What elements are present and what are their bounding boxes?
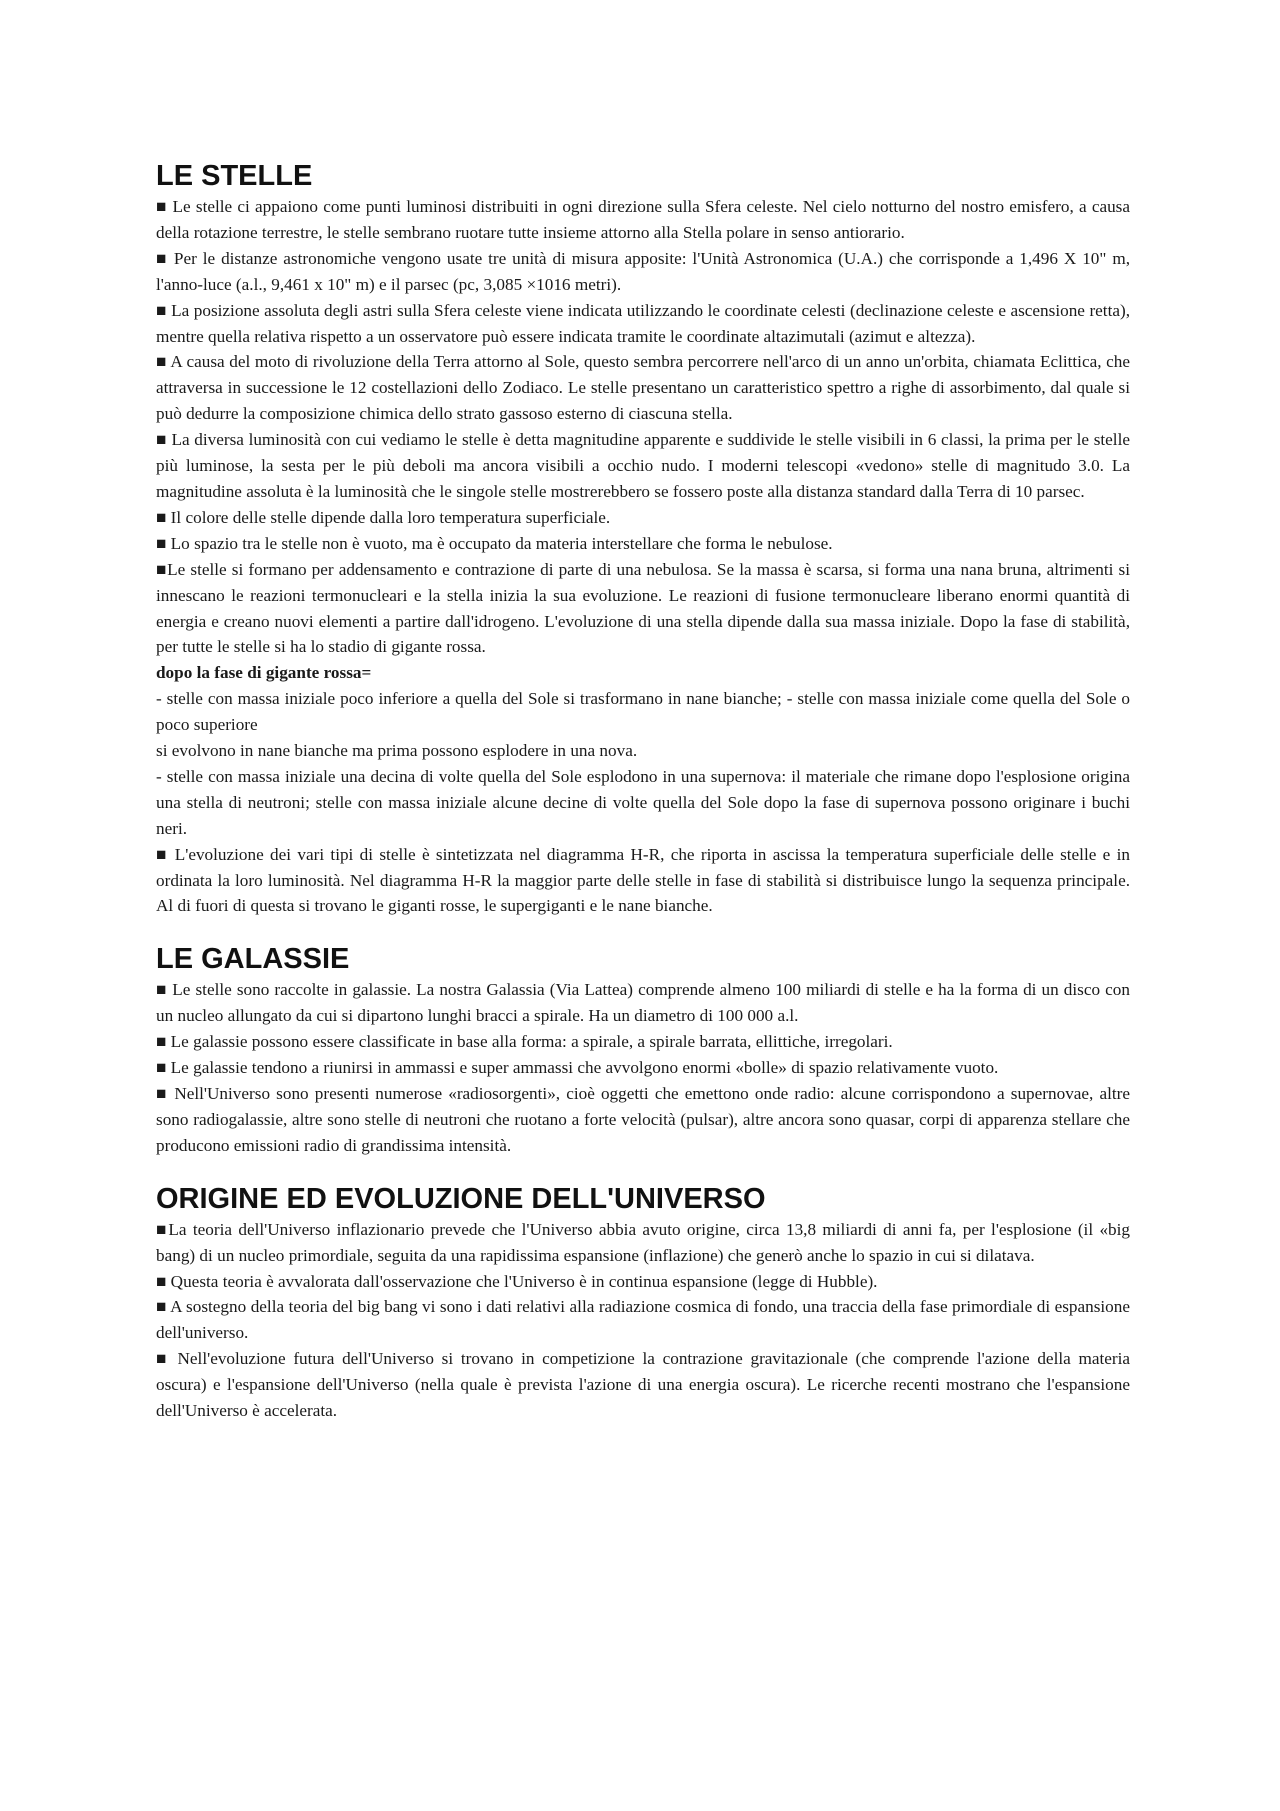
subheading-gigante-rossa: dopo la fase di gigante rossa=: [156, 663, 372, 683]
paragraph: ■ Questa teoria è avvalorata dall'osservazione che l'Universo è in continua espansione (legge di Hubble).: [156, 1271, 878, 1291]
paragraph: ■ Le stelle sono raccolte in galassie. La nostra Galassia (Via Lattea) comprende almeno 100 miliardi di stelle e ha la forma di un disco con un nucleo allungato da cui si dipartono lunghi bracci a spirale. Ha un diametro di 100 000 a.l.: [156, 980, 1130, 1026]
paragraph: si evolvono in nane bianche ma prima possono esplodere in una nova.: [156, 741, 638, 761]
paragraph: ■ Le galassie tendono a riunirsi in ammassi e super ammassi che avvolgono enormi «bolle» di spazio relativamente vuoto.: [156, 1058, 999, 1078]
paragraph: - stelle con massa iniziale poco inferiore a quella del Sole si trasformano in nane bianche; - stelle con massa iniziale come quella del Sole o poco superiore: [156, 689, 1130, 735]
paragraph: ■Le stelle si formano per addensamento e contrazione di parte di una nebulosa. Se la massa è scarsa, si forma una nana bruna, altrimenti si innescano le reazioni termonucleari e la stella inizia la sua evoluzione. Le reazioni di fusione termonucleare liberano enormi quantità di energia e creano nuovi elementi a partire dall'idrogeno. L'evoluzione di una stella dipende dalla sua massa iniziale. Dopo la fase di stabilità, per tutte le stelle si ha lo stadio di gigante rossa.: [156, 559, 1130, 657]
paragraph: ■ Il colore delle stelle dipende dalla loro temperatura superficiale.: [156, 507, 611, 527]
paragraph: ■ La posizione assoluta degli astri sulla Sfera celeste viene indicata utilizzando le coordinate celesti (declinazione celeste e ascensione retta), mentre quella relativa rispetto a un osservatore può essere indicata tramite le coordinate altazimutali (azimut e altezza).: [156, 300, 1130, 346]
paragraph: ■ Lo spazio tra le stelle non è vuoto, ma è occupato da materia interstellare che forma le nebulose.: [156, 533, 833, 553]
paragraph: ■La teoria dell'Universo inflazionario prevede che l'Universo abbia avuto origine, circa 13,8 miliardi di anni fa, per l'esplosione (il «big bang) di un nucleo primordiale, seguita da una rapidissima espansione (inflazione) che generò anche lo spazio in cui si dilatava.: [156, 1219, 1130, 1265]
paragraph: ■ La diversa luminosità con cui vediamo le stelle è detta magnitudine apparente e suddivide le stelle visibili in 6 classi, la prima per le stelle più luminose, la sesta per le più deboli ma ancora visibili a occhio nudo. I moderni telescopi «vedono» stelle di magnitudo 3.0. La magnitudine assoluta è la luminosità che le singole stelle mostrerebbero se fossero poste alla distanza standard dalla Terra di 10 parsec.: [156, 430, 1130, 501]
paragraph: ■ Nell'evoluzione futura dell'Universo si trovano in competizione la contrazione gravitazionale (che comprende l'azione della materia oscura) e l'espansione dell'Universo (nella quale è prevista l'azione di una energia oscura). Le ricerche recenti mostrano che l'espansione dell'Universo è accelerata.: [156, 1349, 1130, 1421]
paragraph: - stelle con massa iniziale una decina di volte quella del Sole esplodono in una supernova: il materiale che rimane dopo l'esplosione origina una stella di neutroni; stelle con massa iniziale alcune decine di volte quella del Sole dopo la fase di supernova possono originare i buchi neri.: [156, 766, 1130, 838]
section-title-stelle: LE STELLE: [156, 160, 313, 192]
paragraph: ■ Per le distanze astronomiche vengono usate tre unità di misura apposite: l'Unità Astronomica (U.A.) che corrisponde a 1,496 X 10" m, l'anno-luce (a.l., 9,461 x 10" m) e il parsec (pc, 3,085 ×1016 metri).: [156, 248, 1130, 294]
paragraph: ■ L'evoluzione dei vari tipi di stelle è sintetizzata nel diagramma H-R, che riporta in ascissa la temperatura superficiale delle stelle e in ordinata la loro luminosità. Nel diagramma H-R la maggior parte delle stelle in fase di stabilità si distribuisce lungo la sequenza principale. Al di fuori di questa si trovano le giganti rosse, le supergiganti e le nane bianche.: [156, 844, 1130, 916]
document-page: [156, 158, 1130, 1424]
paragraph: ■ A sostegno della teoria del big bang vi sono i dati relativi alla radiazione cosmica di fondo, una traccia della fase primordiale di espansione dell'universo.: [156, 1297, 1130, 1343]
paragraph: ■ Le stelle ci appaiono come punti luminosi distribuiti in ogni direzione sulla Sfera celeste. Nel cielo notturno del nostro emisfero, a causa della rotazione terrestre, le stelle sembrano ruotare tutte insieme attorno alla Stella polare in senso antiorario.: [156, 197, 1130, 242]
paragraph: ■ Nell'Universo sono presenti numerose «radiosorgenti», cioè oggetti che emettono onde radio: alcune corrispondono a supernovae, altre sono radiogalassie, altre sono stelle di neutroni che ruotano a forte velocità (pulsar), altre ancora sono quasar, corpi di apparenza stellare che producono emissioni radio di grandissima intensità.: [156, 1084, 1130, 1155]
section-title-universo: ORIGINE ED EVOLUZIONE DELL'UNIVERSO: [156, 1182, 766, 1215]
section-title-galassie: LE GALASSIE: [156, 943, 350, 976]
paragraph: ■ A causa del moto di rivoluzione della Terra attorno al Sole, questo sembra percorrere nell'arco di un anno un'orbita, chiamata Eclittica, che attraversa in successione le 12 costellazioni dello Zodiaco. Le stelle presentano un caratteristico spettro a righe di assorbimento, dal quale si può dedurre la composizione chimica dello strato gassoso esterno di ciascuna stella.: [156, 352, 1130, 424]
paragraph: ■ Le galassie possono essere classificate in base alla forma: a spirale, a spirale barrata, ellittiche, irregolari.: [156, 1032, 893, 1052]
